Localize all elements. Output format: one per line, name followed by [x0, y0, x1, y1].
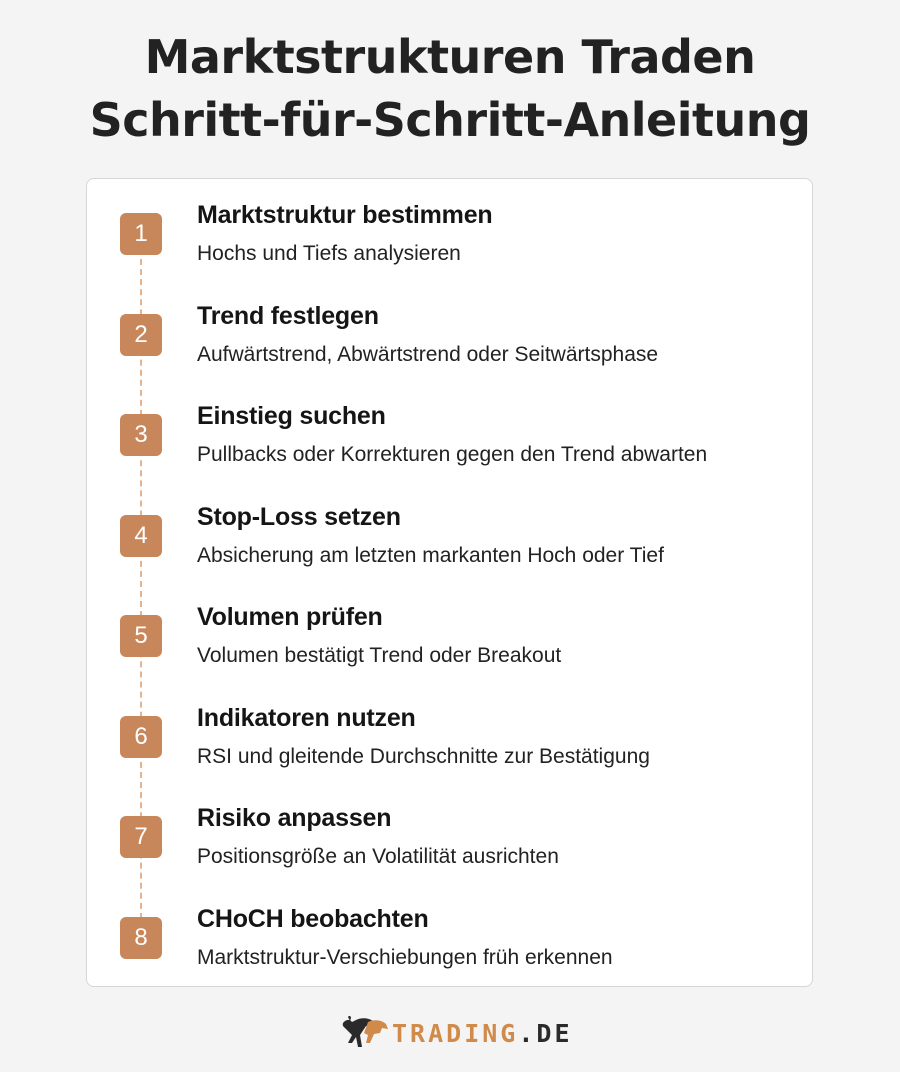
step-title: Stop-Loss setzen	[197, 502, 401, 531]
step-number-badge: 1	[120, 213, 162, 255]
bull-icon	[340, 1013, 390, 1053]
step-title: Einstieg suchen	[197, 402, 386, 430]
step-title: Indikatoren nutzen	[197, 703, 416, 732]
step-item	[87, 886, 814, 986]
step-item	[87, 484, 814, 584]
step-item	[87, 785, 814, 885]
step-description: Absicherung am letzten markanten Hoch oder Tief	[197, 543, 664, 567]
step-title: CHoCH beobachten	[197, 904, 429, 933]
step-description: Pullbacks oder Korrekturen gegen den Trend abwarten	[197, 443, 708, 466]
step-number-badge: 7	[120, 816, 162, 858]
title-line-2: Schritt-für-Schritt-Anleitung	[89, 93, 811, 147]
step-title: Volumen prüfen	[197, 603, 383, 631]
step-item	[87, 685, 814, 785]
trading-de-logo	[340, 1013, 573, 1053]
step-description: Volumen bestätigt Trend oder Breakout	[197, 644, 562, 667]
step-title: Risiko anpassen	[197, 804, 392, 832]
step-description: Marktstruktur-Verschiebungen früh erkennen	[197, 945, 613, 969]
logo-wordmark: TRADING.DE	[392, 1018, 573, 1048]
title-line-1: Marktstrukturen Traden	[144, 30, 756, 84]
page-title	[0, 26, 900, 152]
step-description: Aufwärtstrend, Abwärtstrend oder Seitwärtsphase	[197, 342, 659, 366]
step-number-badge: 8	[120, 917, 162, 959]
step-number-badge: 2	[120, 314, 162, 356]
step-title: Trend festlegen	[197, 301, 379, 330]
step-description: RSI und gleitende Durchschnitte zur Bestätigung	[197, 744, 650, 768]
step-description: Hochs und Tiefs analysieren	[197, 242, 461, 265]
step-item	[87, 383, 814, 483]
step-title: Marktstruktur bestimmen	[197, 201, 493, 229]
step-number-badge: 3	[120, 414, 162, 456]
step-item	[87, 283, 814, 383]
step-number-badge: 5	[120, 615, 162, 657]
step-description: Positionsgröße an Volatilität ausrichten	[197, 845, 559, 868]
steps-card	[86, 178, 813, 987]
step-item	[87, 182, 814, 282]
step-number-badge: 4	[120, 515, 162, 557]
step-number-badge: 6	[120, 716, 162, 758]
step-item	[87, 584, 814, 684]
